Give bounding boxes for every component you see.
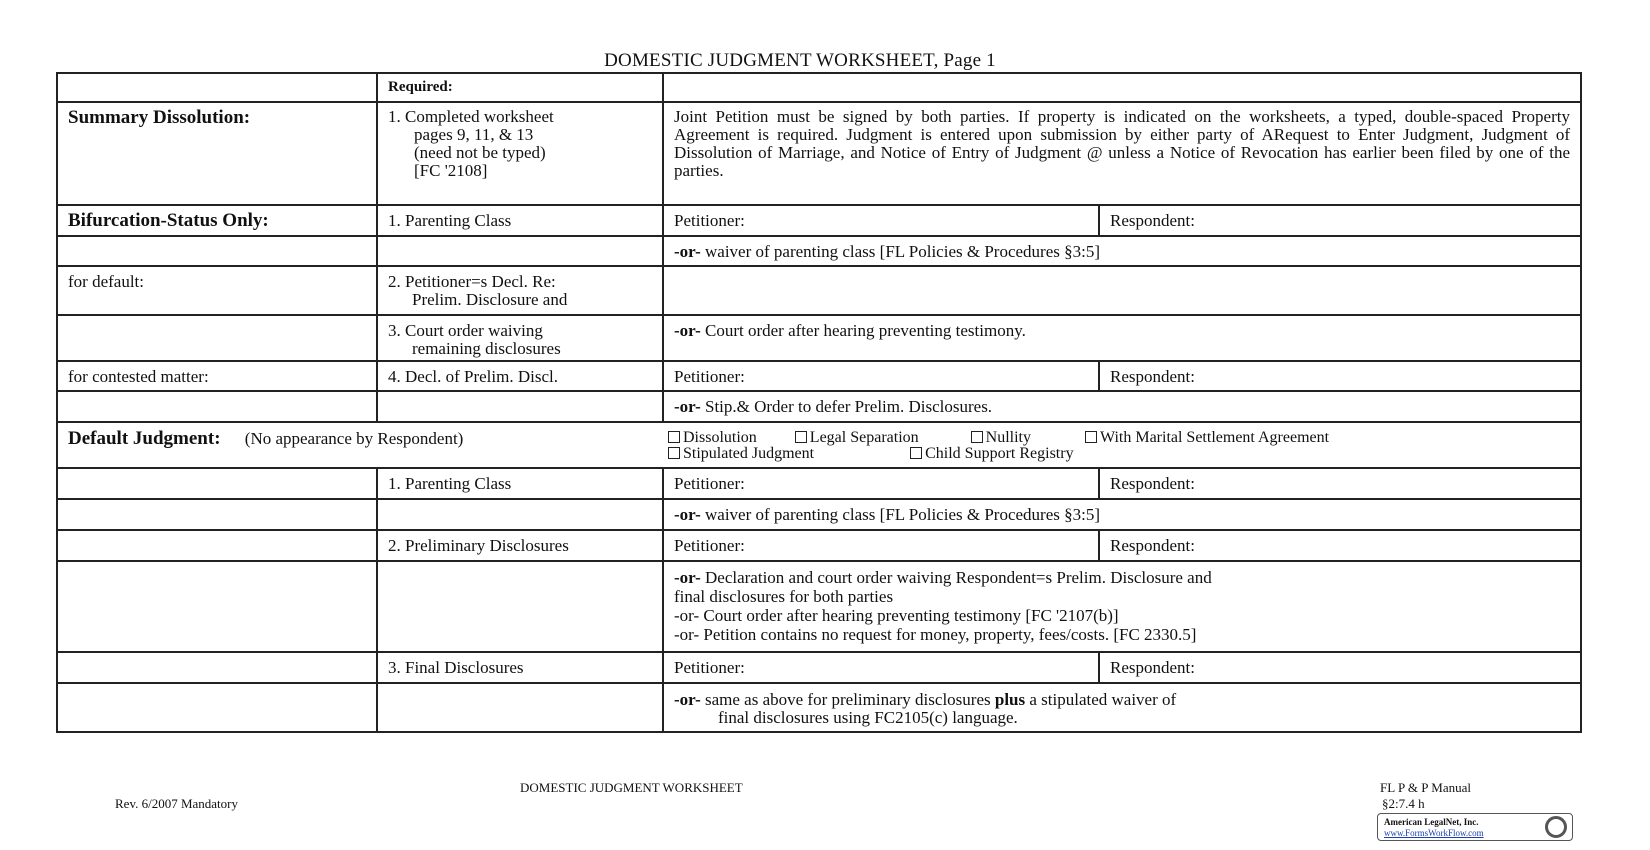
petitioner-field[interactable]: Petitioner: [663, 652, 1099, 683]
checkbox-icon[interactable] [668, 431, 680, 443]
revision-label: Rev. 6/2007 Mandatory [115, 796, 238, 811]
worksheet-table [56, 72, 1582, 733]
marital-settlement-option[interactable]: With Marital Settlement Agreement [1085, 429, 1329, 446]
table-row [57, 652, 1581, 683]
child-support-registry-option[interactable]: Child Support Registry [910, 445, 1073, 462]
stipulated-judgment-option[interactable]: Stipulated Judgment [668, 445, 814, 462]
final-alternatives: -or- same as above for preliminary disclosures plus a stipulated waiver of final disclosures using FC2105(c) language. [663, 683, 1581, 732]
petitioner-decl: 2. Petitioner=s Decl. Re: Prelim. Disclosure and [377, 266, 663, 315]
table-row [57, 683, 1581, 732]
waiver-option: -or- waiver of parenting class [FL Policies & Procedures §3:5] [663, 499, 1581, 530]
table-row [57, 391, 1581, 422]
stip-option: -or- Stip.& Order to defer Prelim. Disclosures. [663, 391, 1581, 422]
summary-dissolution-label: Summary Dissolution: [57, 102, 377, 205]
footer-title: DOMESTIC JUDGMENT WORKSHEET [520, 780, 743, 795]
checkbox-icon[interactable] [910, 447, 922, 459]
table-row [57, 468, 1581, 499]
table-row [57, 499, 1581, 530]
table-row [57, 205, 1581, 236]
respondent-field[interactable]: Respondent: [1099, 205, 1581, 236]
nullity-option[interactable]: Nullity [971, 429, 1031, 446]
logo-link[interactable]: www.FormsWorkFlow.com [1384, 828, 1484, 838]
respondent-field[interactable]: Respondent: [1099, 530, 1581, 561]
globe-icon [1545, 816, 1567, 838]
table-row [57, 315, 1581, 361]
petitioner-field[interactable]: Petitioner: [663, 468, 1099, 499]
respondent-field[interactable]: Respondent: [1099, 652, 1581, 683]
default-judgment-subtitle: (No appearance by Respondent) [244, 429, 464, 448]
table-row [57, 266, 1581, 315]
respondent-field[interactable]: Respondent: [1099, 361, 1581, 391]
required-header: Required: [388, 79, 453, 95]
table-row [57, 102, 1581, 205]
table-row [57, 361, 1581, 391]
table-row [57, 73, 1581, 102]
checkbox-icon[interactable] [795, 431, 807, 443]
waiver-option: -or- waiver of parenting class [FL Policies & Procedures §3:5] [663, 236, 1581, 266]
table-row [57, 530, 1581, 561]
bifurcation-label: Bifurcation-Status Only: [57, 205, 377, 236]
page-title: DOMESTIC JUDGMENT WORKSHEET, Page 1 [604, 50, 996, 71]
preliminary-disclosures: 2. Preliminary Disclosures [377, 530, 663, 561]
petitioner-field[interactable]: Petitioner: [663, 205, 1099, 236]
summary-note: Joint Petition must be signed by both parties. If property is indicated on the worksheets, a typed, double-spaced Property Agreement is required. Judgment is entered upon submission by either party of ARequest to Enter Judgment, Judgment of Dissolution of Marriage, and Notice of Entry of Judgment @ unless a Notice of Revocation has earlier been filed by one of the parties. [663, 102, 1581, 205]
table-row [57, 236, 1581, 266]
legal-separation-option[interactable]: Legal Separation [795, 429, 919, 446]
checkbox-icon[interactable] [1085, 431, 1097, 443]
default-judgment-header [57, 422, 1581, 468]
section-label: §2:7.4 h [1382, 796, 1425, 811]
dissolution-option[interactable]: Dissolution [668, 429, 757, 446]
court-order-option: -or- Court order after hearing preventing testimony. [663, 315, 1581, 361]
checkbox-icon[interactable] [971, 431, 983, 443]
default-judgment-label: Default Judgment: [68, 428, 221, 449]
court-order-waiving: 3. Court order waiving remaining disclosures [377, 315, 663, 361]
petitioner-field[interactable]: Petitioner: [663, 530, 1099, 561]
for-default-label: for default: [57, 266, 377, 315]
summary-requirement: 1. Completed worksheet pages 9, 11, & 13 (need not be typed) [FC '2108] [377, 102, 663, 205]
petitioner-field[interactable]: Petitioner: [663, 361, 1099, 391]
final-disclosures: 3. Final Disclosures [377, 652, 663, 683]
manual-label: FL P & P Manual [1380, 780, 1472, 795]
parenting-class: 1. Parenting Class [377, 205, 663, 236]
table-row [57, 561, 1581, 652]
checkbox-icon[interactable] [668, 447, 680, 459]
table-row [57, 422, 1581, 468]
prelim-alternatives: -or- Declaration and court order waiving Respondent=s Prelim. Disclosure and final disclosures for both parties -or- Court order after hearing preventing testimony [FC '2107(b)] -or- Petition contains no request for money, property, fees/costs. [FC 2330.5] [663, 561, 1581, 652]
respondent-field[interactable]: Respondent: [1099, 468, 1581, 499]
legalnet-logo[interactable]: American LegalNet, Inc. www.FormsWorkFlow.com [1377, 813, 1573, 841]
decl-prelim-disclosure: 4. Decl. of Prelim. Discl. [377, 361, 663, 391]
for-contested-label: for contested matter: [57, 361, 377, 391]
parenting-class: 1. Parenting Class [377, 468, 663, 499]
